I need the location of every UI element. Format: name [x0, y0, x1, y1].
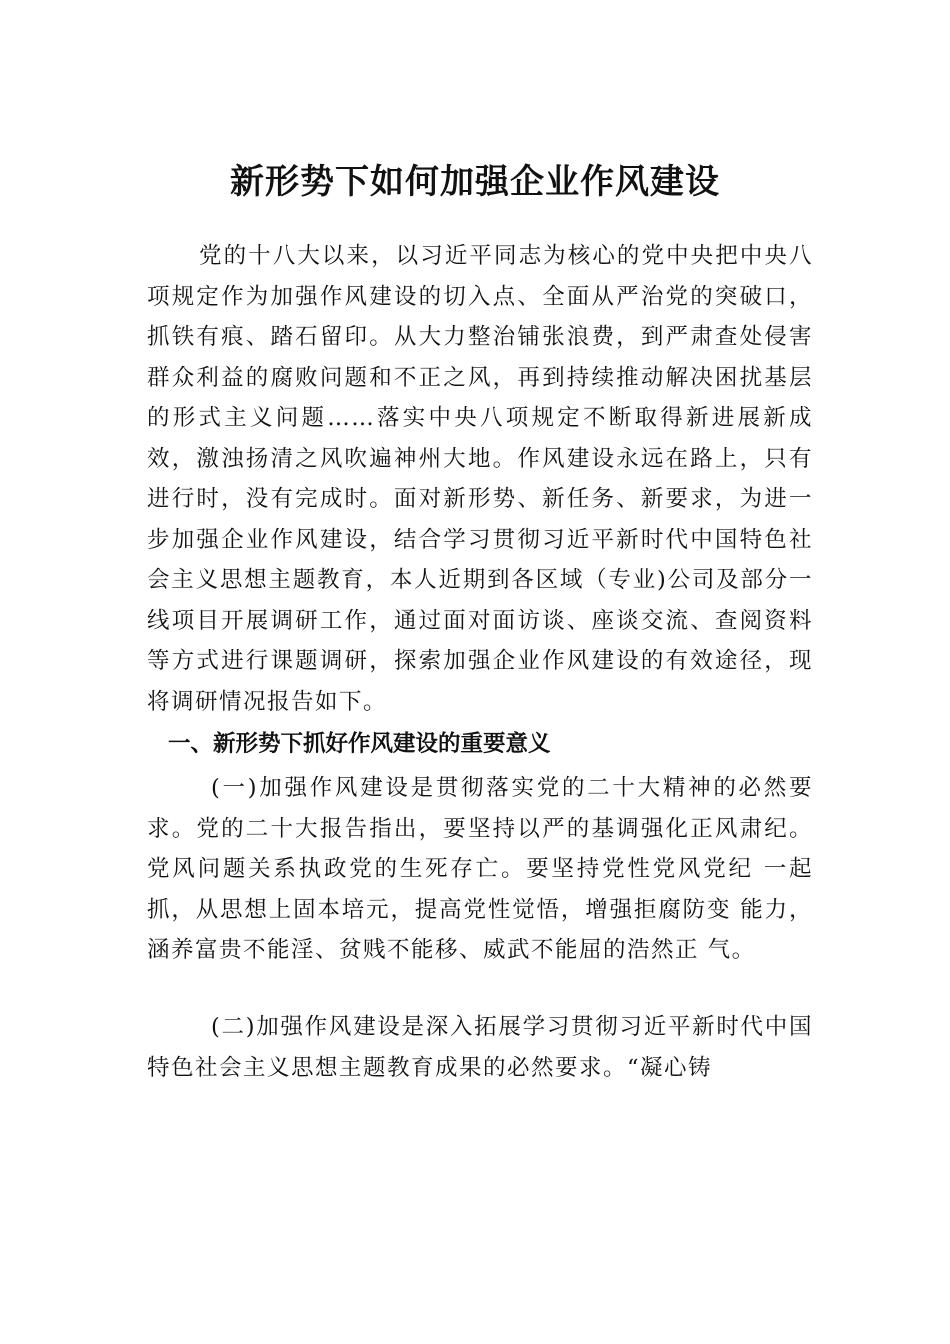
document-title: 新形势下如何加强企业作风建设	[230, 162, 720, 202]
intro-paragraph: 党的十八大以来，以习近平同志为核心的党中央把中央八项规定作为加强作风建设的切入点、全面从严治党的突破口，抓铁有痕、踏石留印。从大力整治铺张浪费，到严肃查处侵害群众利益的腐败问题和不正之风，再到持续推动解决困扰基层的形式主义问题……落实中央八项规定不断取得新进展新成效，激浊扬清之风吹遍神州大地。作风建设永远在路上，只有进行时，没有完成时。面对新形势、新任务、新要求，为进一步加强企业作风建设，结合学习贯彻习近平新时代中国特色社会主义思想主题教育，本人近期到各区域（专业)公司及部分一线项目开展调研工作，通过面对面访谈、座谈交流、查阅资料等方式进行课题调研，探索加强企业作风建设的有效途径，现将调研情况报告如下。	[147, 243, 813, 715]
body-paragraph-1: (一)加强作风建设是贯彻落实党的二十大精神的必然要求。党的二十大报告指出，要坚持以严的基调强化正风肃纪。党风问题关系执政党的生死存亡。要坚持党性党风党纪 一起抓，从思想上固本培元，提高党性觉悟，增强拒腐防变 能力，涵养富贵不能淫、贫贱不能移、威武不能屈的浩然正 气。	[147, 775, 813, 963]
section-heading-1: 一、新形势下抓好作风建设的重要意义	[168, 731, 551, 757]
body-paragraph-2: (二)加强作风建设是深入拓展学习贯彻习近平新时代中国特色社会主义思想主题教育成果的必然要求。“凝心铸	[147, 1014, 813, 1081]
